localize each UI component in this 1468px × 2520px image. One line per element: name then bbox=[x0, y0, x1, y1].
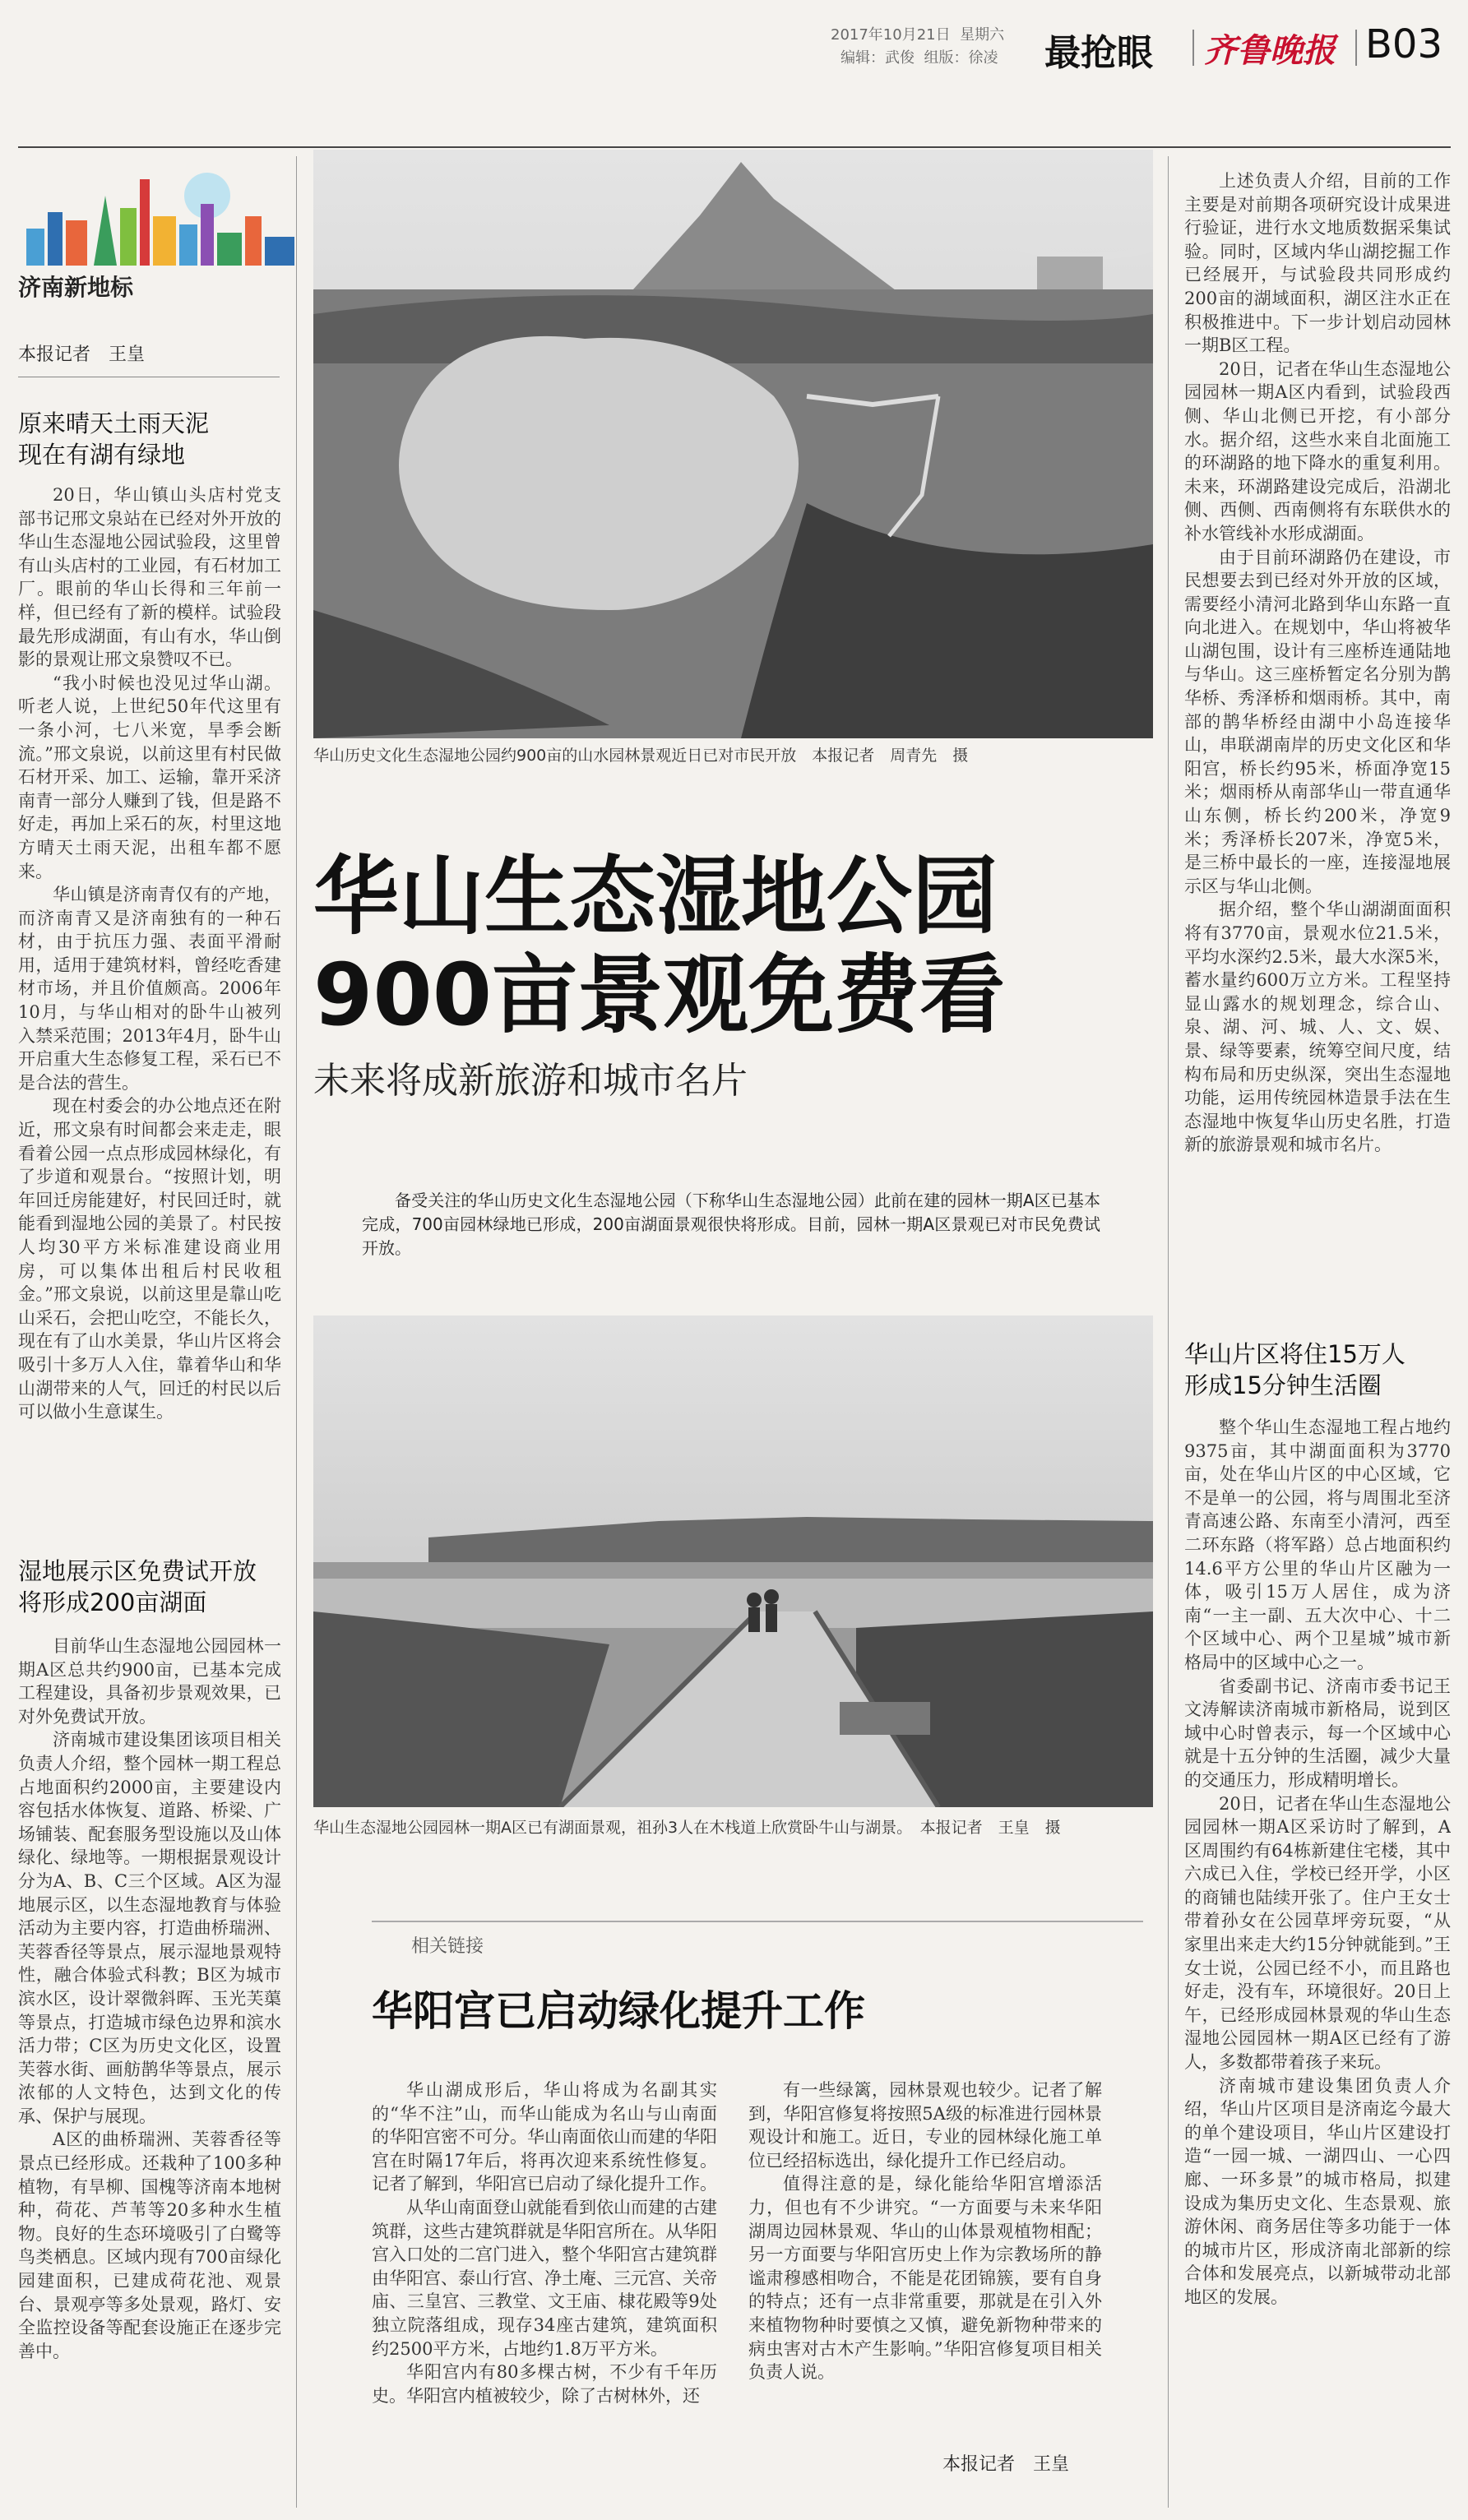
paragraph: 20日，华山镇山头店村党支部书记邢文泉站在已经对外开放的华山生态湿地公园试验段，这里曾有山头店村的工业园，有石材加工厂。眼前的华山长得和三年前一样，但已经有了新的模样。试验段最先形成湖面，有山有水，华山倒影的景观让邢文泉赞叹不已。 bbox=[18, 485, 281, 670]
header-date: 2017年10月21日 bbox=[831, 26, 951, 44]
photo-2-caption: 华山生态湿地公园园林一期A区已有湖面景观，祖孙3人在木栈道上欣赏卧牛山与湖景。 本报记者 王皇 摄 bbox=[313, 1819, 1061, 1837]
paragraph: 现在村委会的办公地点还在附近，邢文泉有时间都会来走走，眼看着公园一点点形成园林绿化，有了步道和观景台。“按照计划，明年回迁房能建好，村民回迁时，就能看到湿地公园的美景了。村民按人均30平方米标准建设商业用房，可以集体出租后村民收租金。”邢文泉说，以前这里是靠山吃山采石，会把山吃空，不能长久，现在有了山水美景，华山片区将会吸引十多万人入住，靠着华山和华山湖带来的人气，回迁的村民以后可以做小生意谋生。 bbox=[18, 1096, 281, 1422]
column-4-text-a bbox=[1184, 169, 1451, 1329]
page-number: B03 bbox=[1365, 21, 1443, 67]
paragraph: 华阳宫内有80多棵古树，不少有千年历史。华阳宫内植被较少，除了古树林外，还 bbox=[372, 2362, 717, 2406]
paragraph: 20日，记者在华山生态湿地公园园林一期A区内看到，试验段西侧、华山北侧已开挖，有小部分水。据介绍，这些水来自北面施工的环湖路的地下降水的重复利用。未来，环湖路建设完成后，沿湖北侧、西侧、西南侧将有东联供水的补水管线补水形成湖面。 bbox=[1184, 358, 1451, 543]
header-layout: 组版：徐凌 bbox=[924, 49, 998, 67]
headline bbox=[313, 847, 1144, 1107]
lede: 备受关注的华山历史文化生态湿地公园（下称华山生态湿地公园）此前在建的园林一期A区已基本完成，700亩园林绿地已形成，200亩湖面景观很快将形成。目前，园林一期A区景观已对市民免费试开放。 bbox=[362, 1191, 1100, 1258]
paragraph: 20日，记者在华山生态湿地公园园林一期A区采访时了解到，A区周围约有64栋新建住宅楼，其中六成已入住，学校已经开学，小区的商铺也陆续开张了。住户王女士带着孙女在公园草坪旁玩耍，“从家里出来走大约15分钟就能到。”王女士说，公园已经不小，而且路也好走，没有车，环境很好。20日上午，已经形成园林景观的华山生态湿地公园园林一期A区已经有了游人，多数都带着孩子来玩。 bbox=[1184, 1793, 1451, 2073]
column-1-text-a bbox=[18, 483, 281, 1526]
newspaper-logo-icon: 齐鲁晚报 bbox=[1204, 31, 1336, 70]
paragraph: 整个华山生态湿地工程占地约9375亩，其中湖面面积为3770亩，处在华山片区的中心区域，它不是单一的公园，将与周围北至济青高速公路、东南至小清河，西至二环东路（将军路）总占地面积约14.6平方公里的华山片区融为一体，吸引15万人居住，成为济南“一主一副、五大次中心、十二个区域中心、两个卫星城”城市新格局中的区域中心之一。 bbox=[1184, 1417, 1451, 1672]
paragraph: 济南城市建设集团负责人介绍，华山片区项目是济南迄今最大的单个建设项目，华山片区建设打造“一园一城、一湖四山、一心四廊、一环多景”的城市格局，拟建设成为集历史文化、生态景观、旅游休闲、商务居住等多功能于一体的城市片区，形成济南北部新的综合体和发展亮点，以新城带动北部地区的发展。 bbox=[1184, 2075, 1451, 2307]
subheading-1-line-1: 原来晴天土雨天泥 bbox=[18, 409, 210, 437]
subheading-3 bbox=[1184, 1339, 1456, 1401]
paragraph: 由于目前环湖路仍在建设，市民想要去到已经对外开放的区域，需要经小清河北路到华山东路一直向北进入。在规划中，华山将被华山湖包围，设计有三座桥连通陆地与华山。这三座桥暂定名分别为鹊华桥、秀泽桥和烟雨桥。其中，南部的鹊华桥经由湖中小岛连接华山，串联湖南岸的历史文化区和华阳宫，桥长约95米，桥面净宽15米；烟雨桥从南部华山一带直通华山东侧，桥长约200米，净宽9米；秀泽桥长207米，净宽5米，是三桥中最长的一座，连接湿地展示区与华山北侧。 bbox=[1184, 547, 1451, 896]
paragraph: 有一些绿篱，园林景观也较少。记者了解到，华阳宫修复将按照5A级的标准进行园林景观设计和施工。近日，专业的园林绿化施工单位已经招标选出，绿化提升工作已经启动。 bbox=[748, 2080, 1102, 2171]
subheading-2 bbox=[18, 1556, 289, 1618]
headline-subtitle: 未来将成新旅游和城市名片 bbox=[313, 1060, 748, 1102]
related-tag: 相关链接 bbox=[411, 1936, 484, 1957]
header-weekday: 星期六 bbox=[960, 26, 1005, 44]
column-badge bbox=[18, 163, 298, 303]
subheading-2-line-1: 湿地展示区免费试开放 bbox=[18, 1557, 257, 1585]
column-divider bbox=[296, 156, 297, 2508]
column-4-text-b bbox=[1184, 1416, 1451, 2506]
paragraph: 上述负责人介绍，目前的工作主要是对前期各项研究设计成果进行验证，进行水文地质数据采集试验。同时，区域内华山湖挖掘工作已经展开，与试验段共同形成约200亩的湖域面积，湖区注水正在积极推进中。下一步计划启动园林一期B区工程。 bbox=[1184, 171, 1451, 356]
header-date-line bbox=[831, 23, 1004, 44]
subheading-3-line-2: 形成15分钟生活圈 bbox=[1184, 1371, 1382, 1399]
paragraph: 从华山南面登山就能看到依山而建的古建筑群，这些古建筑群就是华阳宫所在。从华阳宫入口处的二宫门进入，整个华阳宫古建筑群由华阳宫、泰山行宫、净土庵、三元宫、关帝庙、三皇宫、三教堂、文王庙、棣花殿等9处独立院落组成，现存34座古建筑，建筑面积约2500平方米，占地约1.8万平方米。 bbox=[372, 2197, 717, 2359]
section-title: 最抢眼 bbox=[1044, 32, 1153, 74]
paragraph: 华山湖成形后，华山将成为名副其实的“华不注”山，而华山能成为名山与山南面的华阳宫密不可分。华山南面依山而建的华阳宫在时隔17年后，将再次迎来系统性修复。记者了解到，华阳宫已启动了绿化提升工作。 bbox=[372, 2080, 717, 2194]
header-divider bbox=[1192, 30, 1194, 66]
related-byline: 本报记者 王皇 bbox=[942, 2454, 1070, 2475]
page-header bbox=[0, 0, 1468, 78]
photo-boardwalk bbox=[313, 1315, 1153, 1807]
subheading-1-line-2: 现在有湖有绿地 bbox=[18, 441, 186, 469]
header-editor: 编辑：武俊 bbox=[841, 49, 915, 67]
headline-line-2: 900亩景观免费看 bbox=[313, 945, 1006, 1045]
paragraph: “我小时候也没见过华山湖。听老人说，上世纪50年代这里有一条小河，七八米宽，旱季会断流。”邢文泉说，以前这里有村民做石材开采、加工、运输，靠开采济南青一部分人赚到了钱，但是路不好走，再加上采石的灰，村里这地方晴天土雨天泥，出租车都不愿来。 bbox=[18, 673, 281, 881]
column-badge-label: 济南新地标 bbox=[18, 274, 134, 301]
byline: 本报记者 王皇 bbox=[18, 344, 146, 365]
subheading-2-line-2: 将形成200亩湖面 bbox=[18, 1588, 207, 1616]
column-1-text-b bbox=[18, 1635, 281, 2506]
photo-aerial-wetland bbox=[313, 150, 1153, 738]
paragraph: 目前华山生态湿地公园园林一期A区总共约900亩，已基本完成工程建设，具备初步景观效果，已对外免费试开放。 bbox=[18, 1636, 281, 1727]
skyline-illustration-icon bbox=[18, 163, 298, 266]
column-divider bbox=[1168, 156, 1169, 2508]
paragraph: 济南城市建设集团该项目相关负责人介绍，整个园林一期工程总占地面积约2000亩，主要建设内容包括水体恢复、道路、桥梁、广场铺装、配套服务型设施以及山体绿化、绿地等。一期根据景观设计分为A、B、C三个区域。A区为湿地展示区，以生态湿地教育与体验活动为主要内容，打造曲桥瑞洲、芙蓉香径等景点，展示湿地景观特性，融合体验式科教；B区为城市滨水区，设计翠微斜晖、玉光芙蕖等景点，打造城市绿色边界和滨水活力带；C区为历史文化区，设置芙蓉水街、画舫鹊华等景点，展示浓郁的人文特色，达到文化的传承、保护与展现。 bbox=[18, 1730, 281, 2126]
headline-line-1: 华山生态湿地公园 bbox=[313, 846, 998, 946]
related-rule bbox=[372, 1921, 1143, 1922]
subheading-1 bbox=[18, 408, 281, 470]
paragraph: 值得注意的是，绿化能给华阳宫增添活力，但也有不少讲究。“一方面要与未来华阳湖周边园林景观、华山的山体景观植物相配；另一方面要与华阳宫历史上作为宗教场所的静谧肃穆感相吻合，不能是花团锦簇，要有自身的特点；还有一点非常重要，那就是在引入外来植物物种时要慎之又慎，避免新物种带来的病虫害对古木产生影响。”华阳宫修复项目相关负责人说。 bbox=[748, 2174, 1102, 2383]
header-divider bbox=[1355, 30, 1357, 66]
related-title: 华阳宫已启动绿化提升工作 bbox=[372, 1987, 865, 2035]
photo-1-caption: 华山历史文化生态湿地公园约900亩的山水园林景观近日已对市民开放 本报记者 周青先 摄 bbox=[313, 747, 969, 765]
header-rule bbox=[18, 146, 1451, 148]
paragraph: 据介绍，整个华山湖湖面面积将有3770亩，景观水位21.5米，平均水深约2.5米，最大水深5米，蓄水量约600万立方米。工程坚持显山露水的规划理念，综合山、泉、湖、河、城、人、文、娱、景、绿等要素，统筹空间尺度，结构布局和历史纵深，突出生态湿地功能，运用传统园林造景手法在生态湿地中恢复华山历史名胜，打造新的旅游景观和城市名片。 bbox=[1184, 899, 1451, 1155]
paragraph: 省委副书记、济南市委书记王文涛解读济南城市新格局，说到区域中心时曾表示，每一个区域中心就是十五分钟的生活圈，减少大量的交通压力，形成精明增长。 bbox=[1184, 1676, 1451, 1790]
related-text-left bbox=[372, 2078, 717, 2506]
header-staff-line bbox=[841, 46, 998, 67]
subheading-3-line-1: 华山片区将住15万人 bbox=[1184, 1340, 1405, 1368]
related-text-right bbox=[748, 2078, 1102, 2432]
paragraph: 华山镇是济南青仅有的产地，而济南青又是济南独有的一种石材，由于抗压力强、表面平滑耐用，适用于建筑材料，曾经吃香建材市场，并且价值颇高。2006年10月，与华山相对的卧牛山被列入禁采范围；2013年4月，卧牛山开启重大生态修复工程，采石已不是合法的营生。 bbox=[18, 885, 281, 1093]
paragraph: A区的曲桥瑞洲、芙蓉香径等景点已经形成。还栽种了100多种植物，有旱柳、国槐等济南本地树种，荷花、芦苇等20多种水生植物。良好的生态环境吸引了白鹭等鸟类栖息。区域内现有700亩绿化园建面积，已建成荷花池、观景台、景观亭等多处景观，路灯、安全监控设备等配套设施正在逐步完善中。 bbox=[18, 2129, 281, 2361]
